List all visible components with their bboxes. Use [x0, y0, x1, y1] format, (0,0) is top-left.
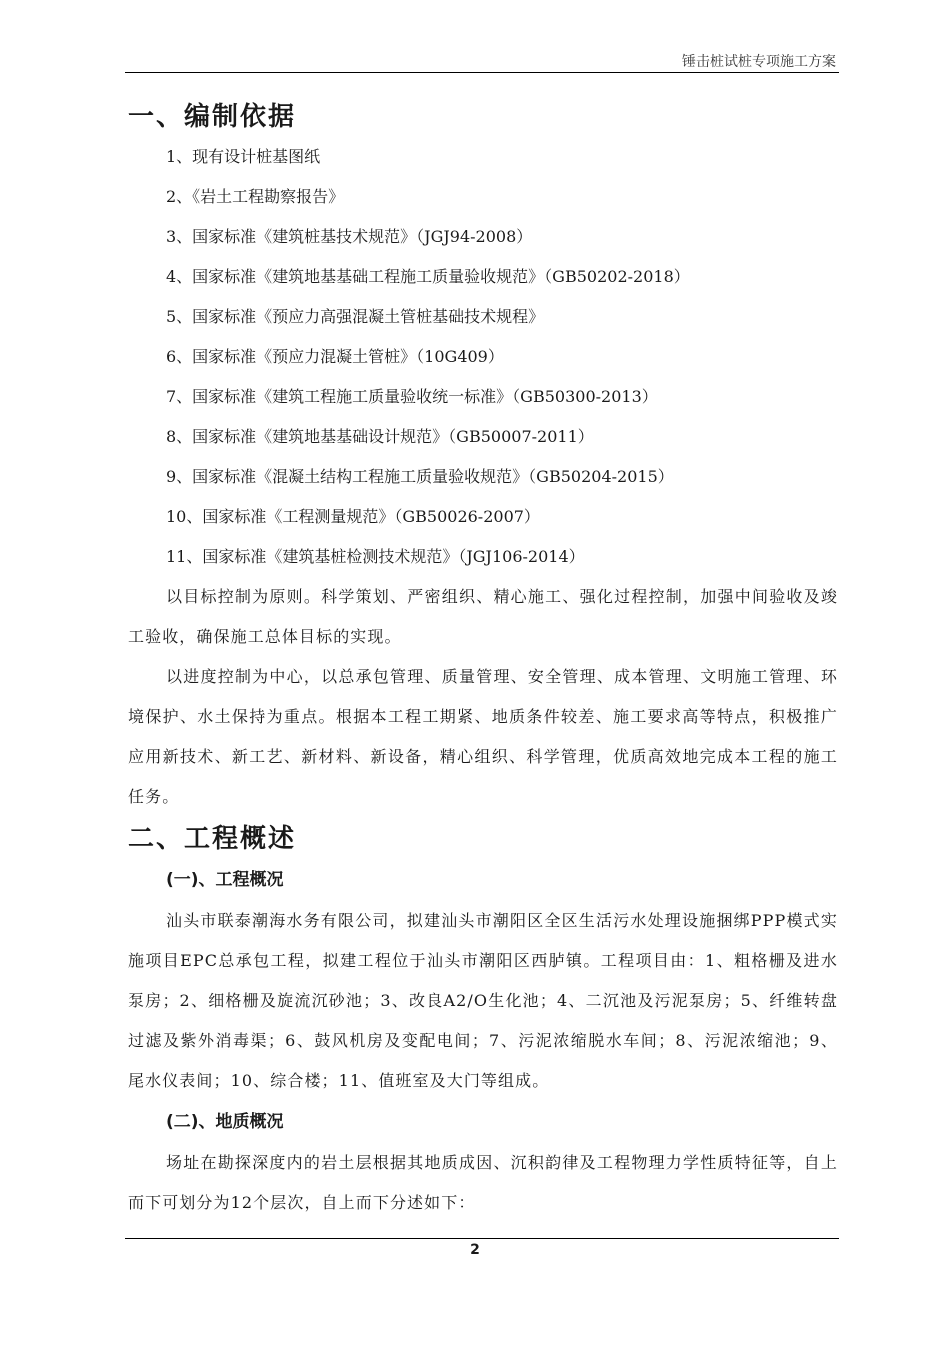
section-heading-overview: 二、工程概述: [128, 824, 297, 854]
reference-list: [128, 137, 838, 577]
reference-item: 10、国家标准《工程测量规范》（GB50026-2007）: [166, 507, 540, 526]
running-header-title: 锤击桩试桩专项施工方案: [682, 54, 836, 70]
reference-item: 11、国家标准《建筑基桩检测技术规范》（JGJ106-2014）: [166, 547, 585, 566]
header-divider: [125, 72, 839, 73]
reference-item: 1、现有设计桩基图纸: [166, 147, 321, 166]
footer-divider: [125, 1238, 839, 1239]
reference-item: 3、国家标准《建筑桩基技术规范》（JGJ94-2008）: [166, 227, 533, 246]
reference-item: 8、国家标准《建筑地基基础设计规范》（GB50007-2011）: [166, 427, 594, 446]
reference-item: 5、国家标准《预应力高强混凝土管桩基础技术规程》: [166, 307, 545, 326]
reference-item: 6、国家标准《预应力混凝土管桩》（10G409）: [166, 347, 504, 366]
management-paragraph: 以进度控制为中心，以总承包管理、质量管理、安全管理、成本管理、文明施工管理、环境保护、水土保持为重点。根据本工程工期紧、地质条件较差、施工要求高等特点，积极推广应用新技术、新工艺、新材料、新设备，精心组织、科学管理，优质高效地完成本工程的施工任务。: [128, 667, 838, 806]
project-overview-paragraph: 汕头市联泰潮海水务有限公司，拟建汕头市潮阳区全区生活污水处理设施捆绑PPP模式实施项目EPC总承包工程，拟建工程位于汕头市潮阳区西胪镇。工程项目由：1、粗格栅及进水泵房；2、细格栅及旋流沉砂池；3、改良A2/O生化池；4、二沉池及污泥泵房；5、纤维转盘过滤及紫外消毒渠；6、鼓风机房及变配电间；7、污泥浓缩脱水车间；8、污泥浓缩池；9、尾水仪表间；10、综合楼；11、值班室及大门等组成。: [128, 911, 838, 1090]
document-body: [128, 95, 838, 1223]
principle-paragraph: 以目标控制为原则。科学策划、严密组织、精心施工、强化过程控制，加强中间验收及竣工验收，确保施工总体目标的实现。: [128, 587, 838, 646]
reference-item: 7、国家标准《建筑工程施工质量验收统一标准》（GB50300-2013）: [166, 387, 658, 406]
geology-paragraph: 场址在勘探深度内的岩土层根据其地质成因、沉积韵律及工程物理力学性质特征等，自上而下可划分为12个层次，自上而下分述如下：: [128, 1153, 838, 1212]
section-heading-basis: 一、编制依据: [128, 102, 297, 132]
reference-item: 9、国家标准《混凝土结构工程施工质量验收规范》（GB50204-2015）: [166, 467, 674, 486]
reference-item: 4、国家标准《建筑地基基础工程施工质量验收规范》（GB50202-2018）: [166, 267, 690, 286]
page-number: 2: [470, 1242, 480, 1258]
subsection-heading-geology: (二)、地质概况: [166, 1112, 284, 1132]
subsection-heading-project: (一)、工程概况: [166, 870, 284, 890]
reference-item: 2、《岩土工程勘察报告》: [166, 187, 345, 206]
